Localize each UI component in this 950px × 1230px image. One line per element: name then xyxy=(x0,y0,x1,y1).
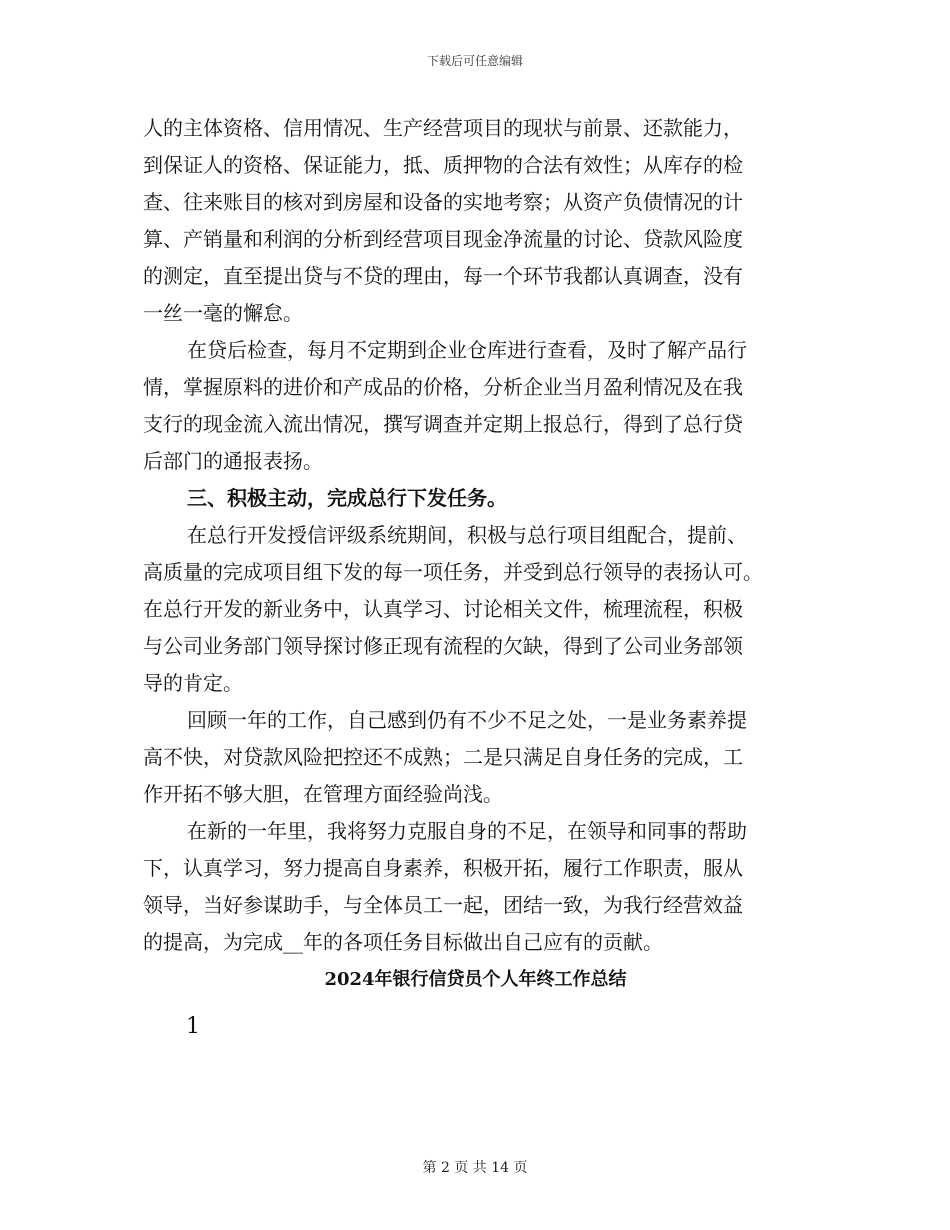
paragraph-start: 在新的一年里，我将努力克服自身的不足，在领导和同事的帮助 xyxy=(187,819,747,843)
section-heading: 三、积极主动，完成总行下发任务。 xyxy=(187,486,507,510)
text-line: 到保证人的资格、保证能力，抵、质押物的合法有效性；从库存的检 xyxy=(143,153,743,177)
paragraph-start: 在总行开发授信评级系统期间，积极与总行项目组配合，提前、 xyxy=(187,523,747,547)
text-line: 下，认真学习，努力提高自身素养，积极开拓，履行工作职责，服从 xyxy=(143,856,743,880)
text-line: 人的主体资格、信用情况、生产经营项目的现状与前景、还款能力， xyxy=(143,116,743,140)
text-line: 作开拓不够大胆，在管理方面经验尚浅。 xyxy=(143,782,503,806)
document-body xyxy=(143,110,808,1045)
text-line: 后部门的通报表扬。 xyxy=(143,449,323,473)
text-line: 的提高，为完成__年的各项任务目标做出自己应有的贡献。 xyxy=(143,930,663,954)
paragraph-start: 在贷后检查，每月不定期到企业仓库进行查看，及时了解产品行 xyxy=(187,338,747,362)
text-line: 的测定，直至提出贷与不贷的理由，每一个环节我都认真调查，没有 xyxy=(143,264,743,288)
text-line: 与公司业务部门领导探讨修正现有流程的欠缺，得到了公司业务部领 xyxy=(143,634,743,658)
text-line: 领导，当好参谋助手，与全体员工一起，团结一致，为我行经营效益 xyxy=(143,893,743,917)
text-line: 支行的现金流入流出情况，撰写调查并定期上报总行，得到了总行贷 xyxy=(143,412,743,436)
page-number-text: 1 xyxy=(186,1014,200,1039)
page-footer: 第 2 页 共 14 页 xyxy=(422,1160,528,1176)
text-line: 算、产销量和利润的分析到经营项目现金净流量的讨论、贷款风险度 xyxy=(143,227,743,251)
text-line: 情，掌握原料的进价和产成品的价格，分析企业当月盈利情况及在我 xyxy=(143,375,743,399)
text-line: 导的肯定。 xyxy=(143,671,243,695)
text-line: 查、往来账目的核对到房屋和设备的实地考察；从资产负债情况的计 xyxy=(143,190,743,214)
document-title: 2024年银行信贷员个人年终工作总结 xyxy=(324,969,627,990)
page-header: 下载后可任意编辑 xyxy=(426,54,523,68)
text-line: 高不快，对贷款风险把控还不成熟；二是只满足自身任务的完成，工 xyxy=(143,745,743,769)
text-line: 在总行开发的新业务中，认真学习、讨论相关文件，梳理流程，积极 xyxy=(143,597,743,621)
text-line: 高质量的完成项目组下发的每一项任务，并受到总行领导的表扬认可。 xyxy=(143,560,763,584)
text-line: 一丝一毫的懈怠。 xyxy=(143,301,303,325)
paragraph-start: 回顾一年的工作，自己感到仍有不少不足之处，一是业务素养提 xyxy=(187,708,747,732)
